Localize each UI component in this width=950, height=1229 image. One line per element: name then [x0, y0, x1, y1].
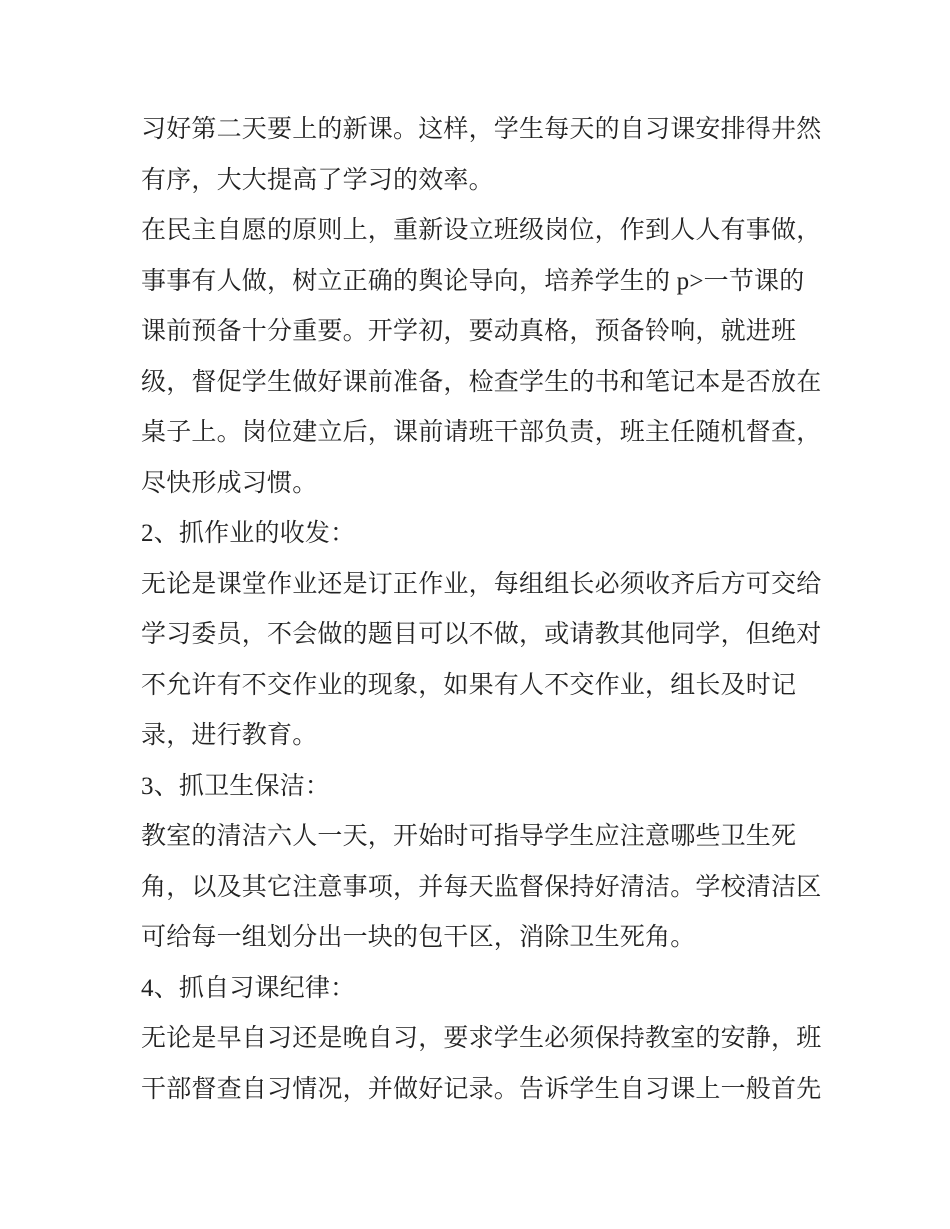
section-heading: 2、抓作业的收发：: [141, 520, 356, 547]
text-line: 不允许有不交作业的现象，如果有人不交作业，组长及时记: [141, 671, 797, 699]
text-line: 无论是早自习还是晚自习，要求学生必须保持教室的安静，班: [141, 1025, 822, 1052]
text-line: 录，进行教育。: [141, 722, 318, 749]
text-line: 习好第二天要上的新课。这样，学生每天的自习课安排得井然: [141, 116, 822, 143]
section-heading: 4、抓自习课纪律：: [141, 974, 356, 1002]
text-line: 可给每一组划分出一块的包干区，消除卫生死角。: [141, 924, 696, 951]
text-line: 干部督查自习情况，并做好记录。告诉学生自习课上一般首先: [141, 1075, 822, 1103]
text-line: 教室的清洁六人一天，开始时可指导学生应注意哪些卫生死: [141, 823, 797, 850]
text-line: 学习委员，不会做的题目可以不做，或请教其他同学，但绝对: [141, 621, 822, 648]
text-line: 级，督促学生做好课前准备，检查学生的书和笔记本是否放在: [141, 368, 822, 396]
text-line: 无论是课堂作业还是订正作业，每组组长必须收齐后方可交给: [141, 570, 822, 598]
text-line: 角，以及其它注意事项，并每天监督保持好清洁。学校清洁区: [141, 873, 822, 901]
text-line: 桌子上。岗位建立后，课前请班干部负责，班主任随机督查，: [141, 419, 822, 446]
text-line: 事事有人做，树立正确的舆论导向，培养学生的 p>一节课的: [141, 267, 805, 295]
document-text-block: [141, 105, 841, 1115]
section-heading: 3、抓卫生保洁：: [141, 772, 331, 800]
text-line: 尽快形成习惯。: [141, 469, 318, 497]
text-line: 课前预备十分重要。开学初，要动真格，预备铃响，就进班: [141, 318, 797, 345]
text-line: 在民主自愿的原则上，重新设立班级岗位，作到人人有事做，: [141, 217, 822, 244]
text-line: 有序，大大提高了学习的效率。: [141, 166, 494, 194]
